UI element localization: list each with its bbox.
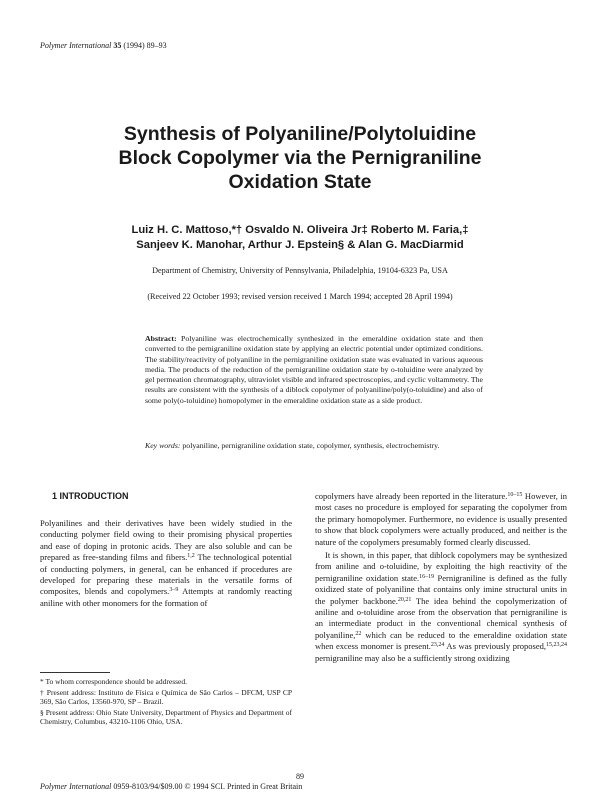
text-run: As was previously proposed, <box>444 641 546 652</box>
title-line-1: Synthesis of Polyaniline/Polytoluidine <box>123 123 477 145</box>
citation: 10–15 <box>507 492 523 498</box>
citation: 15,23,24 <box>546 642 567 649</box>
footer-copyright: 0959-8103/94/$09.00 © 1994 SCI. Printed in Great Britain <box>111 782 303 791</box>
citation: 20,21 <box>397 596 412 603</box>
text-run: copolymers have already been reported in the literature. <box>315 491 508 501</box>
abstract <box>145 334 483 406</box>
text-run: It is shown, in this paper, that diblock copolymers may be synthesized from aniline and o-toluidine, by exploiting the high reactivity of the pernigraniline oxidation state. <box>315 550 567 583</box>
title-line-3: Oxidation State <box>228 171 372 193</box>
abstract-text: Polyaniline was electrochemically synthesized in the emeraldine oxidation state and then converted to the pernigraniline oxidation state by applying an electric potential under optimized conditions. The stability/reactivity of polyaniline in the pernigraniline oxidation state was evaluated in various aqueous media. The products of the reduction of the pernigraniline oxidation state by o-toluidine were analyzed by gel permeation chromatography, ultraviolet visible and infrared spectroscopies, and cyclic voltammetry. The results are consistent with the synthesis of a diblock copolymer of polyaniline/poly(o-toluidine) and also of some poly(o-toluidine) homopolymer in the emeraldine oxidation state as a side product. <box>145 334 483 405</box>
text-run: The idea behind the copolymerization of aniline and o-toluidine arose from the observation that pernigraniline is an intermediate product in the conventional chemical synthesis of polyaniline, <box>315 595 568 640</box>
footnotes <box>40 677 292 728</box>
keywords <box>145 441 483 451</box>
authors-line-2: Sanjeev K. Manohar, Arthur J. Epstein§ & Alan G. MacDiarmid <box>136 238 464 251</box>
footnote-present-address-1: † Present address: Instituto de Física e Química de São Carlos – DFCM, USP CP 369, São Carlos, 13560-970, SP – Brazil. <box>40 687 292 707</box>
authors-line-1: Luiz H. C. Mattoso,*† Osvaldo N. Oliveira Jr‡ Roberto M. Faria,‡ <box>131 224 469 236</box>
citation: 1,2 <box>187 553 195 560</box>
right-column <box>315 491 567 664</box>
footnote-correspondence: * To whom correspondence should be addressed. <box>40 677 188 686</box>
page-number: 89 <box>296 772 304 781</box>
journal-header <box>40 41 167 51</box>
text-run: pernigraniline may also be a sufficiently strong oxidizing <box>315 652 510 663</box>
citation: 3–9 <box>169 587 179 594</box>
text-run: However, in most cases no procedure is employed for separating the copolymer from the primary homopolymer. Furthermore, no evidence is usually presented to show that block copolymers were actually produced, and neither is the nature of the copolymers presumably formed clearly discussed. <box>315 491 567 547</box>
left-column <box>40 491 292 609</box>
text-run: which can be reduced to the emeraldine oxidation state when excess monomer is present. <box>315 629 567 652</box>
page-footer <box>40 782 302 792</box>
paper-title <box>40 122 560 194</box>
author-list <box>60 223 540 252</box>
affiliation: Department of Chemistry, University of Pennsylvania, Philadelphia, 19104-6323 Pa, USA <box>152 266 448 275</box>
journal-pages: 89–93 <box>146 41 167 50</box>
journal-year: (1994) <box>123 41 145 50</box>
footnote-rule <box>40 672 110 673</box>
keywords-text: polyaniline, pernigraniline oxidation state, copolymer, synthesis, electrochemistry. <box>180 441 440 450</box>
text-run: Attempts at randomly reacting aniline with other monomers for the formation of <box>40 586 293 608</box>
citation: 22 <box>355 630 362 637</box>
footnote-present-address-2: § Present address: Ohio State University, Department of Physics and Department of Chemistry, Columbus, 43210-1106 Ohio, USA. <box>40 707 292 727</box>
footer-journal: Polymer International <box>40 782 112 791</box>
citation: 16–19 <box>419 573 435 580</box>
journal-name: Polymer International <box>40 41 112 50</box>
journal-volume: 35 <box>113 41 122 50</box>
right-paragraph-1 <box>315 491 567 548</box>
citation: 23,24 <box>430 642 445 649</box>
section-heading-introduction: 1 INTRODUCTION <box>52 491 129 501</box>
right-paragraph-2 <box>315 550 567 664</box>
keywords-label: Key words: <box>145 441 181 450</box>
text-run: The technological potential of conducting polymers, in general, can be enhanced if procedures are developed for preparing these materials in the versatile forms of composites, blends and copolymers. <box>40 552 293 597</box>
text-run: Pernigraniline is defined as the fully oxidized state of polyaniline that contains only imine structural units in the polymer backbone. <box>315 572 567 606</box>
text-run: Polyanilines and their derivatives have been widely studied in the conducting polymer field owing to their promising physical properties and ease of doping in protonic acids. They are also soluble and can be prepared as free-standing films and fibers. <box>40 518 292 563</box>
received-dates: (Received 22 October 1993; revised version received 1 March 1994; accepted 28 April 1994) <box>147 292 453 301</box>
abstract-label: Abstract: <box>145 334 177 343</box>
intro-paragraph-1 <box>40 518 292 609</box>
title-line-2: Block Copolymer via the Pernigraniline <box>118 147 482 169</box>
